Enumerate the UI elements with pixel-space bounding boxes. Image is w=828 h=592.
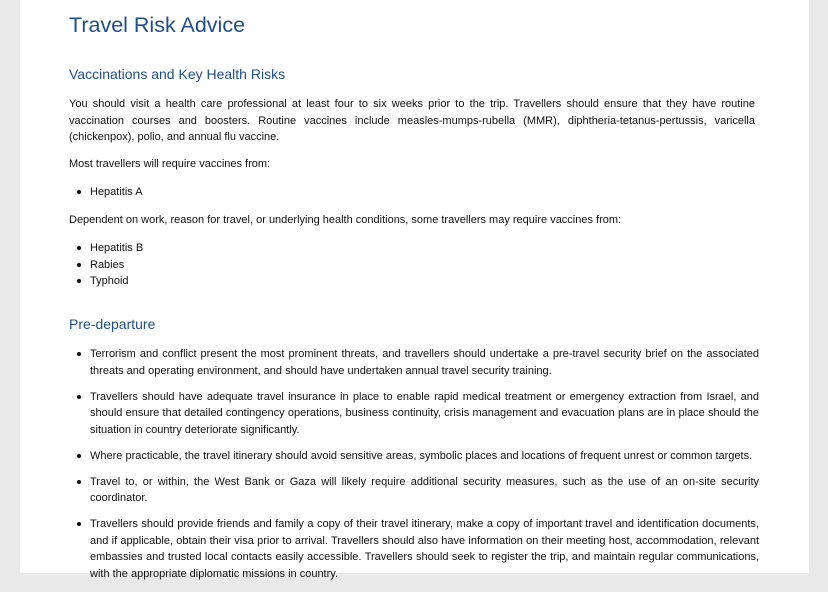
list-item-text: Travellers should have adequate travel insurance in place to enable rapid medical treatment or emergency extraction from Israel, and should ensure that detailed contingency operations, business continuity, crisis management and evacuation plans are in place should the situation in country deteriorate significantly. [90,390,759,436]
list-item [69,240,759,257]
document-page [20,0,809,580]
list-item-text: Travel to, or within, the West Bank or Gaza will likely require additional security measures, such as the use of an on-site security coordinator. [90,475,759,504]
some-travellers-vaccine-list [69,240,759,290]
bullet-icon [77,279,81,283]
list-item-text: Hepatitis A [90,186,143,198]
most-travellers-paragraph: Most travellers will require vaccines from: [69,158,271,170]
pre-departure-list [69,346,759,592]
bullet-icon [77,395,81,399]
section-heading-vaccinations: Vaccinations and Key Health Risks [69,66,286,82]
bullet-icon [77,522,81,526]
most-travellers-vaccine-list [69,184,759,201]
list-item [69,389,759,439]
bullet-icon [77,454,81,458]
list-item-text: Rabies [90,258,125,271]
section-heading-pre-departure: Pre-departure [69,316,156,332]
list-item-text: Terrorism and conflict present the most prominent threats, and travellers should undertake a pre-travel security brief on the associated threats and operating environment, and should have undertaken annual travel security training. [90,348,759,377]
list-item-text: Typhoid [90,275,129,287]
bullet-icon [77,190,81,194]
bullet-icon [77,352,81,356]
vaccinations-intro-paragraph: You should visit a health care professional at least four to six weeks prior to the trip. Travellers should ensure that they have routine vaccination courses and boosters. Routine vaccines include measles-mumps-rubella (MMR), diphtheria-tetanus-pertussis, varicella (chickenpox), polio, and annual flu vaccine. [69,98,755,143]
list-item-text: Travellers should provide friends and family a copy of their travel itinerary, make a copy of important travel and identification documents, and if applicable, obtain their visa prior to arrival. Travellers should also have information on their meeting host, accommodation, relevant embassies and trusted local contacts easily accessible. Travellers should seek to register the trip, and maintain regular communications, with the appropriate diplomatic missions in country. [90,518,759,580]
list-item [69,448,759,465]
list-item [69,184,759,201]
list-item-text: Hepatitis B [90,242,144,254]
list-item [69,516,759,582]
list-item [69,257,759,274]
bullet-icon [77,246,81,250]
page-title: Travel Risk Advice [69,13,246,37]
bullet-icon [77,263,81,267]
list-item [69,346,759,379]
bullet-icon [77,480,81,484]
some-travellers-paragraph: Dependent on work, reason for travel, or underlying health conditions, some travellers may require vaccines from: [69,214,622,226]
list-item [69,474,759,507]
list-item [69,273,759,290]
list-item-text: Where practicable, the travel itinerary should avoid sensitive areas, symbolic places and locations of frequent unrest or common targets. [90,449,753,462]
